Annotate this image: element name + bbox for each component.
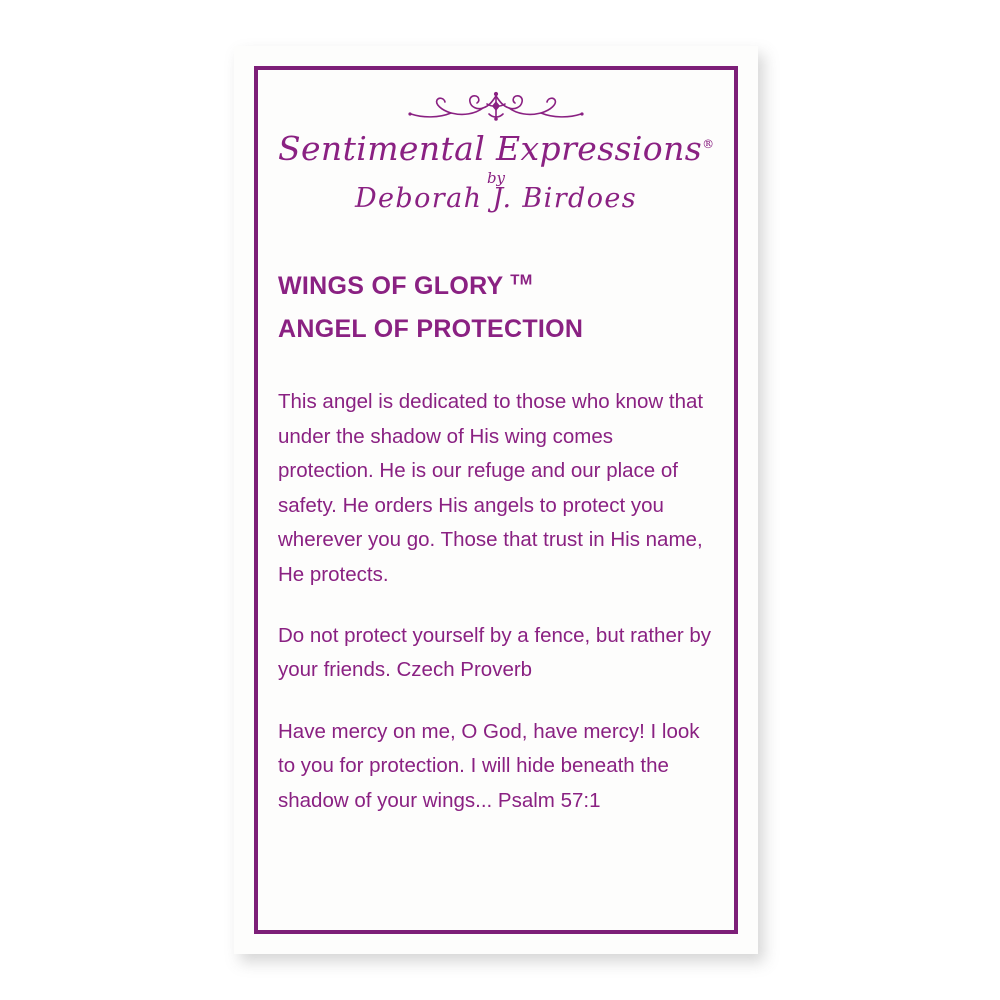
card-body xyxy=(278,385,714,818)
paragraph-dedication: This angel is dedicated to those who know that under the shadow of His wing comes protection. He is our refuge and our place of safety. He orders His angels to protect you wherever you go. Those that trust in His name, He protects. xyxy=(278,390,704,586)
paragraph-proverb: Do not protect yourself by a fence, but rather by your friends. Czech Proverb xyxy=(278,623,712,682)
product-title-line-2 xyxy=(278,308,714,351)
product-title-line-1 xyxy=(278,265,714,308)
brand-by-label: by xyxy=(486,168,506,187)
product-title-1-text: WINGS OF GLORY xyxy=(278,272,504,301)
product-title-block xyxy=(278,265,714,351)
paragraph-scripture: Have mercy on me, O God, have mercy! I look to you for protection. I will hide beneath the shadow of your wings... Psalm 57:1 xyxy=(278,719,700,812)
card-content xyxy=(234,46,758,954)
product-title-2-text: ANGEL OF PROTECTION xyxy=(278,315,584,344)
brand-author: Deborah J. Birdoes xyxy=(355,182,637,214)
registered-mark: ® xyxy=(702,137,715,151)
ornamental-flourish-icon xyxy=(391,88,601,130)
trademark-mark: TM xyxy=(510,272,533,289)
brand-name xyxy=(278,129,715,168)
brand-name-text: Sentimental Expressions xyxy=(278,129,703,168)
product-info-card xyxy=(234,46,758,954)
brand-block xyxy=(278,88,714,213)
